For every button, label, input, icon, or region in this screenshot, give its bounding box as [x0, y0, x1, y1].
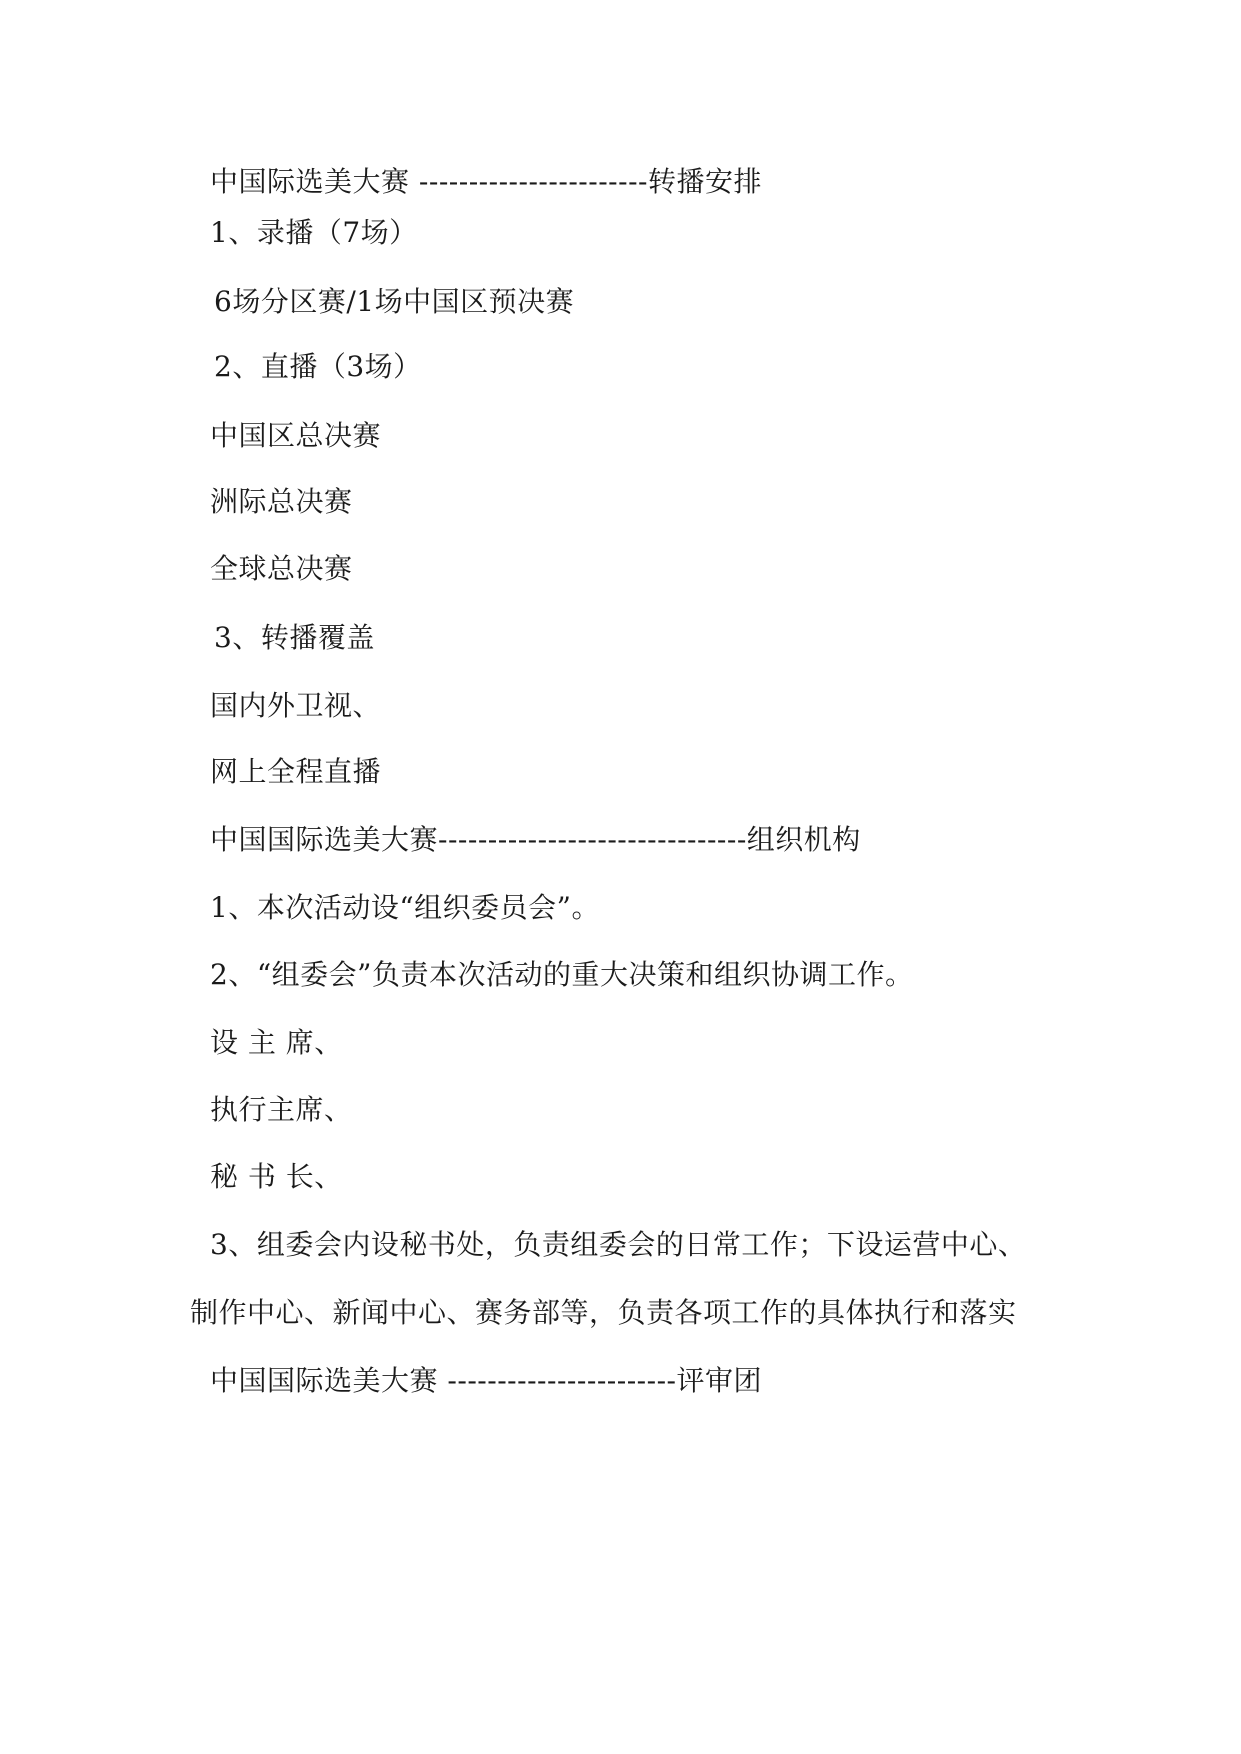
list-item-coverage: 3、转播覆盖 — [214, 621, 375, 654]
section-heading-jury: 中国国际选美大赛 -----------------------评审团 — [210, 1364, 763, 1397]
section-heading-organization: 中国国际选美大赛-------------------------------组织机构 — [210, 823, 861, 856]
text-line: 中国区总决赛 — [210, 419, 382, 452]
text-line: 制作中心、新闻中心、赛务部等，负责各项工作的具体执行和落实 — [190, 1296, 1017, 1329]
text-line: 全球总决赛 — [210, 552, 353, 585]
text-line: 秘 书 长、 — [210, 1160, 343, 1193]
text-line: 执行主席、 — [210, 1093, 353, 1126]
list-item-recorded: 1、录播（7场） — [210, 216, 418, 249]
text-line: 网上全程直播 — [210, 755, 382, 788]
list-item-committee: 1、本次活动设“组织委员会”。 — [210, 891, 600, 924]
list-item-live: 2、直播（3场） — [214, 350, 422, 383]
text-line: 国内外卫视、 — [210, 689, 382, 722]
text-line: 6场分区赛/1场中国区预决赛 — [214, 285, 575, 318]
text-line: 洲际总决赛 — [210, 485, 353, 518]
section-heading-broadcast: 中国际选美大赛 -----------------------转播安排 — [210, 165, 763, 198]
list-item-committee-duty: 2、“组委会”负责本次活动的重大决策和组织协调工作。 — [210, 958, 914, 991]
text-line: 设 主 席、 — [210, 1026, 343, 1059]
list-item-secretariat: 3、组委会内设秘书处，负责组委会的日常工作；下设运营中心、 — [210, 1228, 1027, 1261]
